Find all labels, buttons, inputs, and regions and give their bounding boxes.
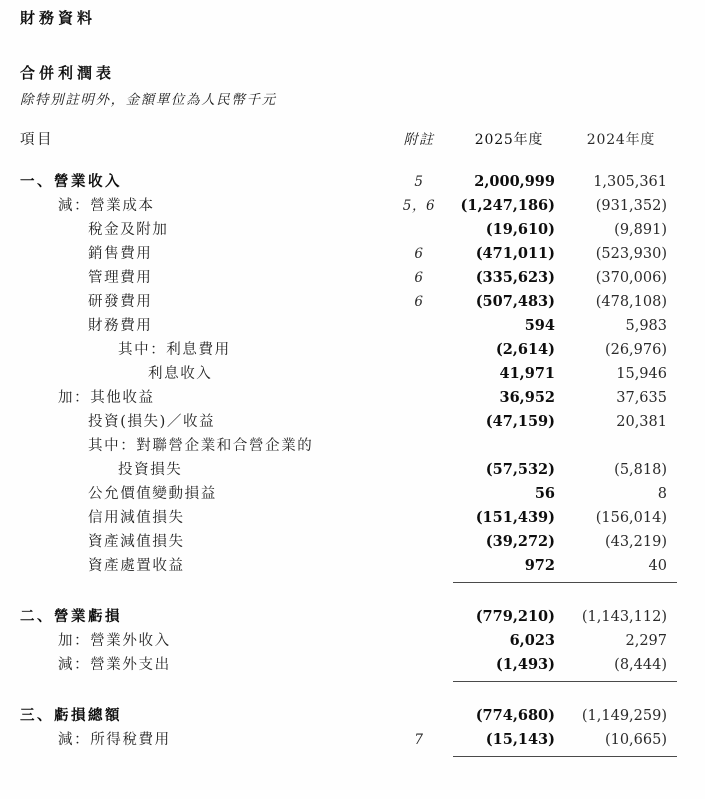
row-note-reference (385, 338, 453, 362)
row-value-prior-year: 1,305,361 (593, 174, 667, 190)
row-label: 財務費用 (88, 318, 153, 334)
row-value-current-year: 56 (534, 485, 555, 502)
table-row (0, 458, 705, 482)
table-row (0, 386, 705, 410)
row-spacer (677, 554, 705, 583)
table-body (0, 170, 705, 757)
row-value-prior-year: (370,006) (595, 270, 667, 286)
row-value-current-year: (15,143) (453, 728, 565, 757)
row-note-reference (385, 410, 453, 434)
row-note-reference (385, 362, 453, 386)
row-spacer (677, 218, 705, 242)
row-value-prior-year: 8 (657, 486, 667, 502)
row-label: 其中：利息費用 (118, 342, 231, 358)
header-spacer-row (0, 158, 705, 170)
row-value-prior-year: (26,976) (604, 342, 667, 358)
table-row (0, 629, 705, 653)
table-row (0, 434, 705, 458)
row-spacer (677, 482, 705, 506)
row-note-reference: 5 (414, 174, 424, 190)
column-header-item: 項目 (20, 132, 54, 148)
income-statement-table (0, 128, 705, 757)
row-value-current-year: (507,483) (475, 293, 555, 310)
column-header-note: 附註 (403, 132, 435, 148)
row-value-prior-year: (478,108) (595, 294, 667, 310)
row-note-reference (385, 482, 453, 506)
row-value-prior-year: 37,635 (616, 390, 667, 406)
row-note-reference (385, 605, 453, 629)
row-spacer (677, 170, 705, 194)
row-note-reference: 6 (414, 270, 424, 286)
row-value-current-year (453, 434, 565, 458)
row-note-reference: 6 (414, 246, 424, 262)
table-row (0, 506, 705, 530)
row-label: 三、虧損總額 (20, 707, 122, 724)
table-row (0, 170, 705, 194)
table-row (0, 653, 705, 682)
row-value-current-year: 2,000,999 (474, 173, 555, 190)
row-value-current-year: (779,210) (475, 608, 555, 625)
row-label: 投資損失 (118, 462, 183, 478)
row-label: 減：所得稅費用 (58, 732, 171, 748)
row-spacer (677, 410, 705, 434)
row-note-reference (385, 530, 453, 554)
row-label: 資產處置收益 (88, 558, 185, 574)
row-label: 銷售費用 (88, 246, 153, 262)
row-value-prior-year: (523,930) (595, 246, 667, 262)
row-value-prior-year: 15,946 (616, 366, 667, 382)
row-spacer (677, 506, 705, 530)
row-label: 公允價值變動損益 (88, 486, 217, 502)
row-spacer (677, 653, 705, 682)
row-value-current-year: 6,023 (509, 632, 555, 649)
statement-subtitle: 除特別註明外，金額單位為人民幣千元 (20, 92, 277, 108)
row-spacer (677, 338, 705, 362)
row-value-prior-year: (1,149,259) (581, 708, 667, 724)
statement-title: 合併利潤表 (20, 64, 116, 82)
row-value-current-year: (19,610) (485, 221, 555, 238)
row-label: 加：營業外收入 (58, 633, 171, 649)
row-spacer (677, 530, 705, 554)
table-row (0, 194, 705, 218)
row-label: 二、營業虧損 (20, 608, 122, 625)
table-row (0, 266, 705, 290)
row-value-current-year: (471,011) (475, 245, 555, 262)
row-value-prior-year: (1,143,112) (581, 609, 667, 625)
row-value-prior-year: 5,983 (625, 318, 667, 334)
row-note-reference (385, 704, 453, 728)
row-label: 減：營業成本 (58, 198, 155, 214)
row-value-prior-year: (5,818) (614, 462, 667, 478)
row-spacer (677, 605, 705, 629)
row-spacer (677, 194, 705, 218)
row-value-prior-year: (156,014) (595, 510, 667, 526)
row-spacer (677, 362, 705, 386)
row-value-current-year: (57,532) (485, 461, 555, 478)
column-header-spacer (677, 128, 705, 158)
row-label: 其中：對聯營企業和合營企業的 (88, 438, 314, 454)
row-note-reference (385, 434, 453, 458)
column-header-year-current: 2025年度 (474, 132, 544, 148)
row-value-current-year: 41,971 (499, 365, 555, 382)
row-label: 一、營業收入 (20, 173, 122, 190)
row-value-current-year: (335,623) (475, 269, 555, 286)
row-note-reference (385, 386, 453, 410)
row-value-prior-year: 20,381 (616, 414, 667, 430)
column-header-year-prior: 2024年度 (586, 132, 656, 148)
row-spacer (677, 290, 705, 314)
table-row (0, 362, 705, 386)
table-spacer-row (0, 583, 705, 606)
table-row (0, 314, 705, 338)
row-value-prior-year: (10,665) (565, 728, 677, 757)
table-header-row (0, 128, 705, 158)
row-note-reference (385, 653, 453, 682)
table-row (0, 482, 705, 506)
row-value-current-year: (774,680) (475, 707, 555, 724)
row-spacer (677, 242, 705, 266)
row-spacer (677, 458, 705, 482)
row-spacer (677, 704, 705, 728)
row-value-prior-year: (8,444) (565, 653, 677, 682)
row-label: 減：營業外支出 (58, 657, 171, 673)
row-note-reference: 7 (414, 732, 424, 748)
row-spacer (677, 728, 705, 757)
row-value-current-year: (151,439) (475, 509, 555, 526)
table-row (0, 605, 705, 629)
table-row (0, 410, 705, 434)
table-row (0, 242, 705, 266)
row-label: 投資(損失)／收益 (88, 414, 216, 430)
row-value-current-year: 36,952 (499, 389, 555, 406)
document-title: 財務資料 (20, 9, 97, 27)
row-value-prior-year: (43,219) (604, 534, 667, 550)
table-row (0, 218, 705, 242)
row-value-current-year: (47,159) (485, 413, 555, 430)
row-spacer (677, 314, 705, 338)
row-note-reference: 5，6 (402, 198, 436, 214)
row-note-reference (385, 629, 453, 653)
table-header (0, 128, 705, 170)
row-value-current-year: (1,493) (453, 653, 565, 682)
row-note-reference (385, 554, 453, 583)
table-spacer-row (0, 682, 705, 705)
row-note-reference (385, 218, 453, 242)
row-value-prior-year (565, 434, 677, 458)
row-label: 研發費用 (88, 294, 153, 310)
row-value-prior-year: (931,352) (595, 198, 667, 214)
row-note-reference: 6 (414, 294, 424, 310)
row-spacer (677, 266, 705, 290)
row-label: 利息收入 (148, 366, 213, 382)
row-value-current-year: (39,272) (485, 533, 555, 550)
row-value-prior-year: (9,891) (614, 222, 667, 238)
row-spacer (677, 434, 705, 458)
row-spacer (677, 386, 705, 410)
table-row (0, 290, 705, 314)
row-note-reference (385, 314, 453, 338)
row-spacer (677, 629, 705, 653)
table-row (0, 728, 705, 757)
table-row (0, 530, 705, 554)
row-note-reference (385, 506, 453, 530)
row-label: 資產減值損失 (88, 534, 185, 550)
row-value-current-year: (1,247,186) (460, 197, 555, 214)
table-row (0, 554, 705, 583)
row-value-prior-year: 40 (565, 554, 677, 583)
row-note-reference (385, 458, 453, 482)
table-row (0, 704, 705, 728)
table-row (0, 338, 705, 362)
row-value-prior-year: 2,297 (625, 633, 667, 649)
row-label: 信用減值損失 (88, 510, 185, 526)
row-value-current-year: 972 (453, 554, 565, 583)
row-value-current-year: 594 (524, 317, 555, 334)
row-label: 加：其他收益 (58, 390, 155, 406)
row-label: 稅金及附加 (88, 222, 169, 238)
row-value-current-year: (2,614) (495, 341, 555, 358)
row-label: 管理費用 (88, 270, 153, 286)
